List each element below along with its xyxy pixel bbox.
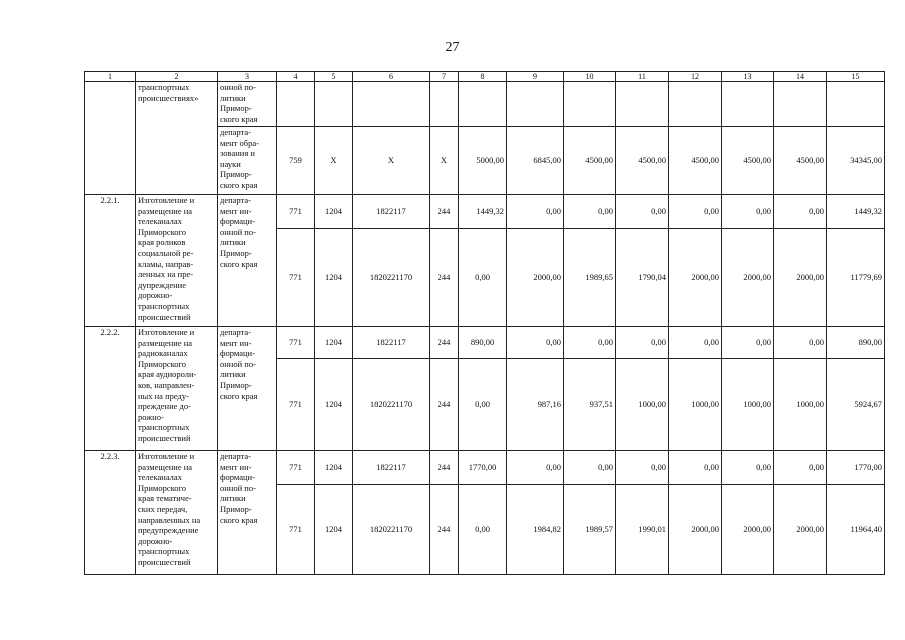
measure-name-cell: Изготовление и размещение на радиоканалах Приморского края аудиороли- ков, направлен- ных на преду- преждение до- рожно- транспортных происшествий [136, 327, 218, 451]
value-cell: 1000,00 [722, 359, 774, 451]
value-cell [507, 82, 564, 127]
value-cell: 1204 [315, 327, 353, 359]
value-cell: 0,00 [669, 327, 722, 359]
value-cell: 1790,04 [616, 229, 669, 327]
value-cell: X [315, 127, 353, 195]
value-cell: 1000,00 [774, 359, 827, 451]
table-row [85, 451, 885, 485]
value-cell: 4500,00 [669, 127, 722, 195]
value-cell: 1820221170 [353, 229, 430, 327]
value-cell: 1822117 [353, 327, 430, 359]
value-cell: 4500,00 [564, 127, 616, 195]
value-cell: 771 [277, 451, 315, 485]
value-cell [353, 82, 430, 127]
header-cell: 14 [774, 72, 827, 82]
value-cell: 1990,01 [616, 485, 669, 575]
value-cell: 1770,00 [827, 451, 885, 485]
value-cell: 771 [277, 359, 315, 451]
value-cell: 244 [430, 485, 459, 575]
value-cell: 771 [277, 485, 315, 575]
value-cell: 1204 [315, 229, 353, 327]
header-cell: 8 [459, 72, 507, 82]
table-row [85, 82, 885, 127]
value-cell [315, 82, 353, 127]
value-cell: 1989,65 [564, 229, 616, 327]
value-cell: X [353, 127, 430, 195]
page-number: 27 [445, 40, 460, 55]
value-cell: 1770,00 [459, 451, 507, 485]
header-row [85, 72, 885, 82]
value-cell: 6845,00 [507, 127, 564, 195]
header-cell: 4 [277, 72, 315, 82]
header-cell: 15 [827, 72, 885, 82]
header-cell: 13 [722, 72, 774, 82]
value-cell: 1000,00 [616, 359, 669, 451]
header-cell: 7 [430, 72, 459, 82]
value-cell: 0,00 [507, 195, 564, 229]
executor-cell: департа- мент ин- формаци- онной по- литики Примор- ского края [218, 451, 277, 575]
value-cell: X [430, 127, 459, 195]
value-cell: 0,00 [616, 327, 669, 359]
header-cell: 12 [669, 72, 722, 82]
value-cell: 2000,00 [669, 229, 722, 327]
header-cell: 2 [136, 72, 218, 82]
value-cell: 771 [277, 229, 315, 327]
value-cell: 0,00 [774, 195, 827, 229]
value-cell: 244 [430, 229, 459, 327]
executor-cell: департа- мент обра- зования и науки Примор- ского края [218, 127, 277, 195]
value-cell: 2000,00 [507, 229, 564, 327]
value-cell: 0,00 [564, 327, 616, 359]
value-cell: 11779,69 [827, 229, 885, 327]
header-cell: 3 [218, 72, 277, 82]
value-cell: 4500,00 [616, 127, 669, 195]
value-cell: 771 [277, 327, 315, 359]
table-row [85, 327, 885, 359]
value-cell: 244 [430, 327, 459, 359]
value-cell: 0,00 [669, 195, 722, 229]
measure-name-cell: транспортных происшествиях» [136, 82, 218, 195]
header-cell: 1 [85, 72, 136, 82]
value-cell: 1000,00 [669, 359, 722, 451]
value-cell: 0,00 [616, 451, 669, 485]
value-cell: 0,00 [459, 359, 507, 451]
budget-table [84, 71, 885, 575]
value-cell: 2000,00 [722, 485, 774, 575]
code-cell: 2.2.1. [85, 195, 136, 327]
value-cell: 0,00 [459, 229, 507, 327]
value-cell [827, 82, 885, 127]
value-cell: 759 [277, 127, 315, 195]
header-cell: 10 [564, 72, 616, 82]
table-row [85, 195, 885, 229]
value-cell: 1449,32 [827, 195, 885, 229]
value-cell: 890,00 [459, 327, 507, 359]
value-cell: 34345,00 [827, 127, 885, 195]
value-cell: 2000,00 [774, 229, 827, 327]
value-cell: 11964,40 [827, 485, 885, 575]
measure-name-cell: Изготовление и размещение на телеканалах Приморского края роликов социальной ре- кламы, направ- ленных на пре- дупреждение дорожно- транспортных происшествий [136, 195, 218, 327]
executor-cell: департа- мент ин- формаци- онной по- литики Примор- ского края [218, 195, 277, 327]
value-cell: 0,00 [722, 451, 774, 485]
value-cell: 4500,00 [722, 127, 774, 195]
code-cell: 2.2.3. [85, 451, 136, 575]
value-cell [430, 82, 459, 127]
value-cell: 771 [277, 195, 315, 229]
value-cell: 0,00 [507, 327, 564, 359]
value-cell: 2000,00 [774, 485, 827, 575]
value-cell: 0,00 [459, 485, 507, 575]
code-cell [85, 82, 136, 195]
value-cell: 1820221170 [353, 485, 430, 575]
value-cell: 890,00 [827, 327, 885, 359]
value-cell: 0,00 [616, 195, 669, 229]
value-cell: 1822117 [353, 195, 430, 229]
value-cell: 1989,57 [564, 485, 616, 575]
executor-cell: департа- мент ин- формаци- онной по- литики Примор- ского края [218, 327, 277, 451]
value-cell: 937,51 [564, 359, 616, 451]
header-cell: 11 [616, 72, 669, 82]
value-cell: 1204 [315, 451, 353, 485]
value-cell: 1984,82 [507, 485, 564, 575]
measure-name-cell: Изготовление и размещение на телеканалах Приморского края тематиче- ских передач, направленных на предупреждение дорожно- транспортных происшествий [136, 451, 218, 575]
code-cell: 2.2.2. [85, 327, 136, 451]
value-cell: 0,00 [774, 451, 827, 485]
value-cell: 1449,32 [459, 195, 507, 229]
value-cell: 0,00 [669, 451, 722, 485]
value-cell: 0,00 [564, 451, 616, 485]
value-cell: 2000,00 [669, 485, 722, 575]
value-cell: 1822117 [353, 451, 430, 485]
value-cell: 244 [430, 359, 459, 451]
value-cell: 5000,00 [459, 127, 507, 195]
header-cell: 9 [507, 72, 564, 82]
value-cell: 5924,67 [827, 359, 885, 451]
value-cell: 1820221170 [353, 359, 430, 451]
value-cell: 0,00 [507, 451, 564, 485]
value-cell [616, 82, 669, 127]
value-cell: 0,00 [722, 327, 774, 359]
value-cell: 2000,00 [722, 229, 774, 327]
value-cell: 1204 [315, 359, 353, 451]
value-cell: 4500,00 [774, 127, 827, 195]
value-cell [722, 82, 774, 127]
value-cell: 987,16 [507, 359, 564, 451]
header-cell: 5 [315, 72, 353, 82]
value-cell [564, 82, 616, 127]
value-cell: 1204 [315, 195, 353, 229]
value-cell [277, 82, 315, 127]
value-cell: 244 [430, 195, 459, 229]
header-cell: 6 [353, 72, 430, 82]
value-cell: 0,00 [774, 327, 827, 359]
value-cell: 244 [430, 451, 459, 485]
value-cell [459, 82, 507, 127]
value-cell: 0,00 [564, 195, 616, 229]
value-cell: 0,00 [722, 195, 774, 229]
executor-cell: онной по- литики Примор- ского края [218, 82, 277, 127]
value-cell [669, 82, 722, 127]
value-cell: 1204 [315, 485, 353, 575]
value-cell [774, 82, 827, 127]
